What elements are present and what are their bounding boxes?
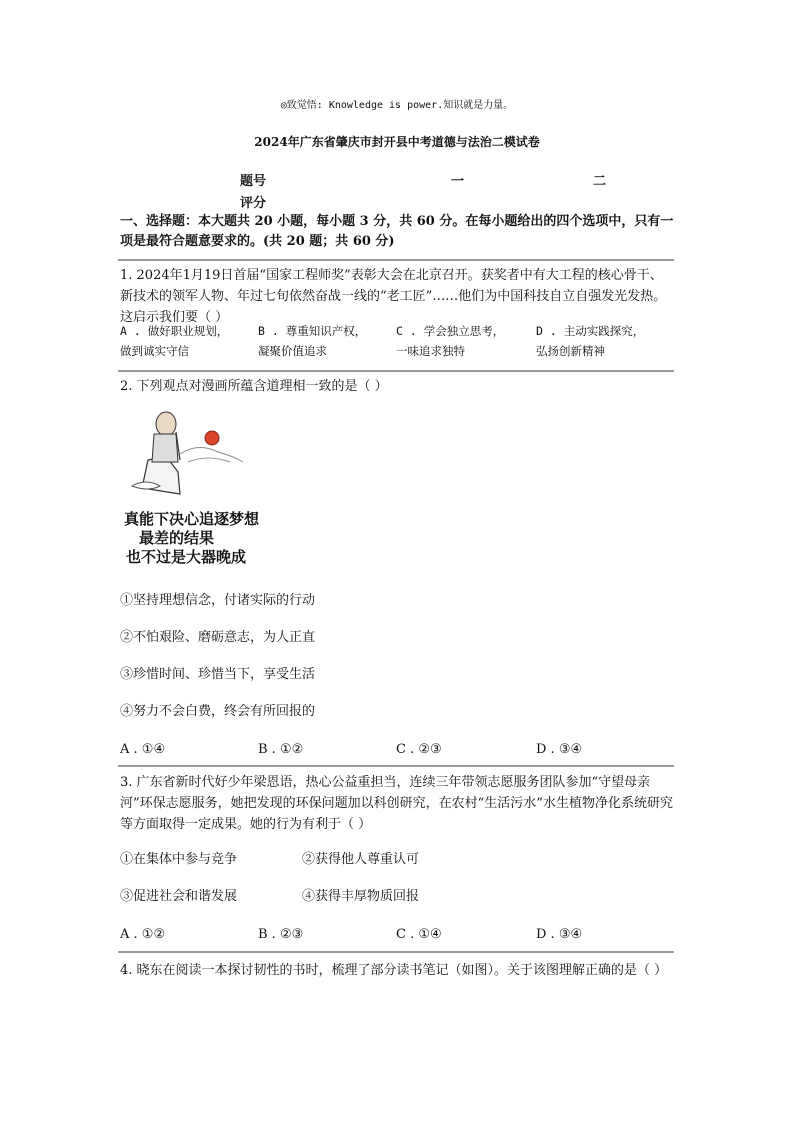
score-col-2: 二 [593, 174, 607, 189]
cartoon-caption-1: 真能下决心追逐梦想 [124, 510, 260, 528]
q3-option-a: A . ①② [120, 927, 166, 942]
q3-statement-1: ①在集体中参与竞争 [120, 852, 238, 867]
q1-option-d-line2: 弘扬创新精神 [536, 344, 605, 358]
question-1-stem: 1. 2024年1月19日首届“国家工程师奖”表彰大会在北京召开。获奖者中有大工程的核心骨干、新技术的领军人物、年过七旬依然奋战一线的“老工匠”……他们为中国科技自立自强发光发热。这启示我们要（ ） [120, 268, 667, 325]
q2-option-a: A . ①④ [120, 742, 166, 757]
q2-statement-4: ④努力不会白费，终会有所回报的 [120, 704, 316, 719]
q1-option-c-line1: C . 学会独立思考， [396, 324, 505, 338]
q1-option-b-line1: B . 尊重知识产权， [258, 324, 367, 338]
section-heading: 一、选择题：本大题共 20 小题，每小题 3 分，共 60 分。在每小题给出的四个选项中，只有一项是最符合题意要求的。(共 20 题；共 60 分) [120, 214, 674, 249]
q2-statement-3: ③珍惜时间、珍惜当下，享受生活 [120, 667, 316, 682]
q1-option-a-line2: 做到诚实守信 [120, 344, 189, 358]
q2-statement-1: ①坚持理想信念，付诸实际的行动 [120, 593, 316, 608]
score-row-label-2: 评分 [240, 196, 267, 211]
score-col-1: 一 [451, 174, 465, 189]
q3-option-b: B . ②③ [258, 927, 304, 942]
question-2-stem: 2. 下列观点对漫画所蕴含道理相一致的是（ ） [120, 379, 388, 394]
header-note: ◎致觉悟: Knowledge is power.知识就是力量。 [280, 100, 514, 111]
cartoon-caption-2: 最差的结果 [139, 529, 215, 547]
q2-statement-2: ②不怕艰险、磨砺意志，为人正直 [120, 630, 316, 645]
exam-title: 2024年广东省肇庆市封开县中考道德与法治二模试卷 [254, 135, 540, 149]
q2-option-d: D . ③④ [536, 742, 583, 757]
divider [118, 765, 674, 767]
q3-statement-2: ②获得他人尊重认可 [302, 852, 420, 867]
cartoon-caption-3: 也不过是大器晚成 [126, 548, 247, 566]
q1-option-c-line2: 一味追求独特 [396, 344, 465, 358]
q3-statement-4: ④获得丰厚物质回报 [302, 889, 420, 904]
q3-statement-3: ③促进社会和谐发展 [120, 889, 238, 904]
q1-option-a-line1: A . 做好职业规划， [120, 324, 229, 338]
divider [118, 259, 674, 261]
score-row-label: 题号 [240, 174, 267, 189]
question-4-stem: 4. 晓东在阅读一本探讨韧性的书时，梳理了部分读书笔记（如图）。关于该图理解正确的是（ ） [120, 963, 668, 978]
q2-option-b: B . ①② [258, 742, 304, 757]
question-3-stem: 3. 广东省新时代好少年梁恩语，热心公益重担当，连续三年带领志愿服务团队参加“守望母亲河”环保志愿服务，她把发现的环保问题加以科创研究，在农村“生活污水”水生植物净化系统研究等方面取得一定成果。她的行为有利于（ ） [120, 775, 673, 832]
divider [118, 951, 674, 953]
q1-option-b-line2: 凝聚价值追求 [258, 344, 327, 358]
divider [118, 370, 674, 372]
q1-option-d-line1: D . 主动实践探究， [536, 324, 645, 338]
q2-option-c: C . ②③ [396, 742, 442, 757]
q3-option-d: D . ③④ [536, 927, 583, 942]
q3-option-c: C . ①④ [396, 927, 442, 942]
